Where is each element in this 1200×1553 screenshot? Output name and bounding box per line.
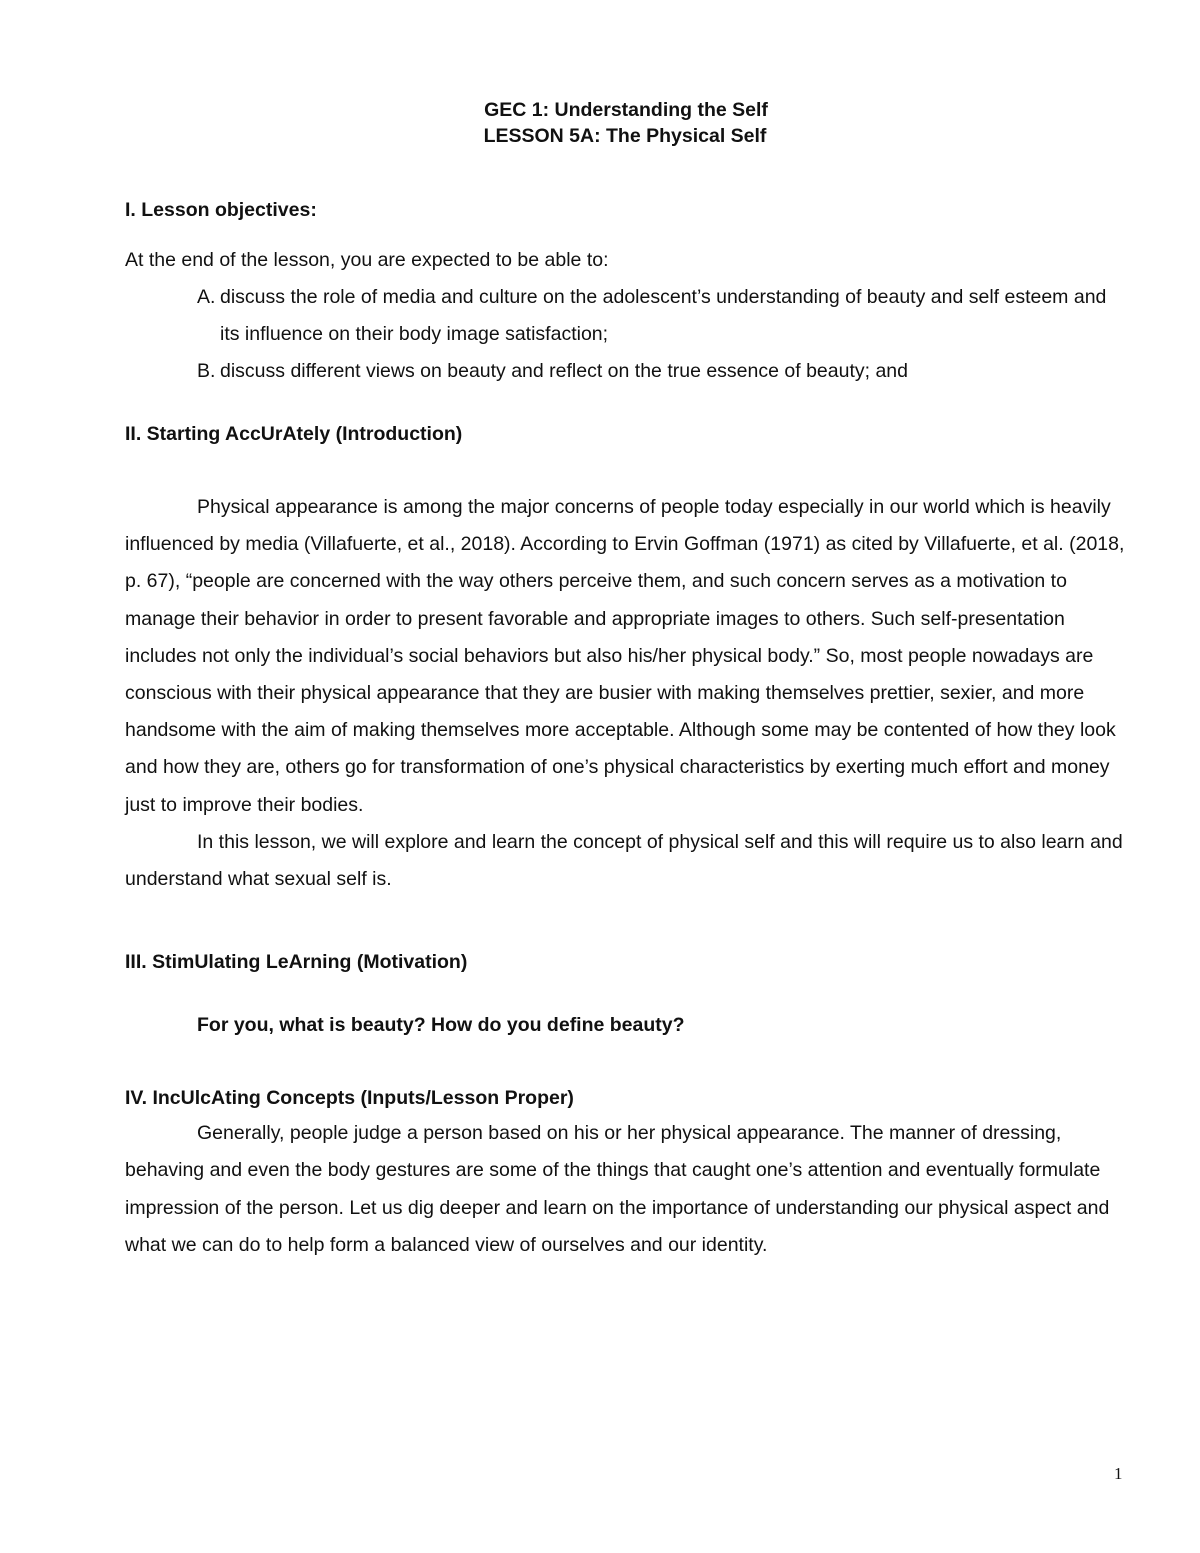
lesson-proper-paragraph: Generally, people judge a person based on his or her physical appearance. The manner of dressing, behaving and even the body gestures are some of the things that caught one’s attention and eventually formulate impression of the person. Let us dig deeper and learn on the importance of understanding our physical aspect and what we can do to help form a balanced view of ourselves and our identity. — [125, 1122, 1110, 1256]
objective-marker: A. — [197, 286, 216, 308]
objectives-intro: At the end of the lesson, you are expected to be able to: — [125, 249, 609, 271]
lesson-proper-heading: IV. IncUlcAting Concepts (Inputs/Lesson Proper) — [125, 1087, 574, 1110]
objective-item — [125, 279, 1125, 353]
lesson-title: LESSON 5A: The Physical Self — [483, 125, 767, 147]
page-number: 1 — [1114, 1464, 1123, 1483]
objective-item — [125, 353, 1125, 390]
objective-marker: B. — [197, 360, 216, 382]
objectives-heading: I. Lesson objectives: — [125, 199, 317, 221]
objective-text: discuss different views on beauty and reflect on the true essence of beauty; and — [220, 360, 908, 382]
introduction-paragraph: In this lesson, we will explore and learn the concept of physical self and this will require us to also learn and understand what sexual self is. — [125, 830, 1123, 891]
objective-text: discuss the role of media and culture on the adolescent’s understanding of beauty and self esteem and its influence on their body image satisfaction; — [220, 286, 1107, 345]
introduction-paragraph: Physical appearance is among the major concerns of people today especially in our world which is heavily influenced by media (Villafuerte, et al., 2018). According to Ervin Goffman (1971) as cited by Villafuerte, et al. (2018, p. 67), “people are concerned with the way others perceive them, and such concern serves as a motivation to manage their behavior in order to present favorable and appropriate images to others. Such self-presentation includes not only the individual’s social behaviors but also his/her physical body.” So, most people nowadays are conscious with their physical appearance that they are busier with making themselves prettier, sexier, and more handsome with the aim of making themselves more acceptable. Although some may be contented of how they look and how they are, others go for transformation of one’s physical characteristics by exerting much effort and money just to improve their bodies. — [125, 496, 1125, 816]
introduction-heading: II. Starting AccUrAtely (Introduction) — [125, 423, 463, 445]
motivation-heading: III. StimUlating LeArning (Motivation) — [125, 951, 468, 974]
motivation-question: For you, what is beauty? How do you define beauty? — [197, 1014, 685, 1037]
course-title: GEC 1: Understanding the Self — [484, 99, 768, 121]
document-page — [125, 97, 1125, 1264]
objectives-list — [125, 279, 1125, 390]
